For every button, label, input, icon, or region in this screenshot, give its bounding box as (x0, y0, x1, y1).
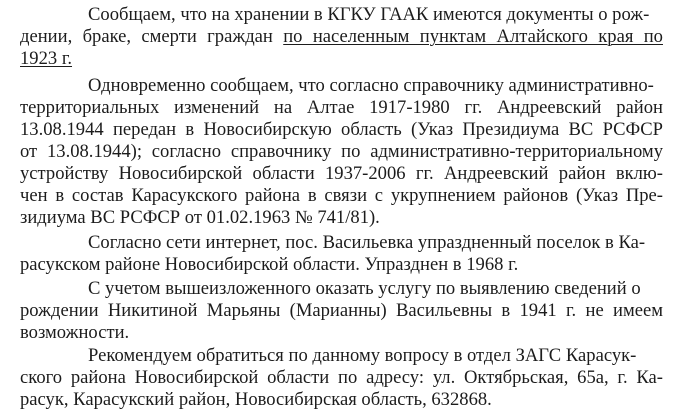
paragraph-3-line-1: Согласно сети интернет, пос. Васильевка упраздненный поселок в Ка- (88, 232, 646, 253)
paragraph-2-line-5: устройству Новосибирской области 1937-2006 гг. Андреевский район вклю- (20, 163, 663, 184)
underlined-locality-phrase: по населенным пунктам Алтайского края по (283, 26, 663, 47)
paragraph-1-text: дении, браке, смерти граждан (20, 26, 273, 47)
paragraph-5-line-3: расук, Карасукский район, Новосибирская область, 632868. (20, 389, 492, 410)
paragraph-5-line-2: ского района Новосибирской области по адресу: ул. Октябрьская, 65а, г. Ка- (20, 367, 663, 388)
paragraph-2-line-2: территориальных изменений на Алтае 1917-1980 гг. Андреевский район (20, 97, 663, 118)
paragraph-4-line-1: С учетом вышеизложенного оказать услугу по выявлению сведений о (88, 278, 641, 299)
paragraph-2-line-7: зидиума ВС РСФСР от 01.02.1963 № 741/81). (20, 207, 380, 228)
paragraph-5-line-1: Рекомендуем обратиться по данному вопросу в отдел ЗАГС Карасук- (88, 345, 637, 366)
paragraph-1-line-2 (20, 26, 663, 48)
paragraph-2-line-4: от 13.08.1944); согласно справочнику по административно-территориальному (20, 141, 663, 162)
paragraph-2-line-3: 13.08.1944 передан в Новосибирскую область (Указ Президиума ВС РСФСР (20, 119, 663, 140)
paragraph-2-line-6: чен в состав Карасукского района в связи с укрупнением районов (Указ Пре- (20, 185, 663, 206)
paragraph-4-line-2: рождении Никитиной Марьяны (Марианны) Васильевны в 1941 г. не имеем (20, 300, 663, 321)
paragraph-3-line-2: расукском районе Новосибирской области. Упразднен в 1968 г. (20, 254, 519, 275)
paragraph-4-line-3: возможности. (20, 322, 130, 343)
paragraph-1-line-1: Сообщаем, что на хранении в КГКУ ГААК имеются документы о рож- (88, 4, 650, 25)
paragraph-2-line-1: Одновременно сообщаем, что согласно справочнику административно- (88, 75, 654, 96)
underlined-year: 1923 г. (20, 48, 73, 69)
paragraph-1-line-3 (20, 48, 676, 70)
